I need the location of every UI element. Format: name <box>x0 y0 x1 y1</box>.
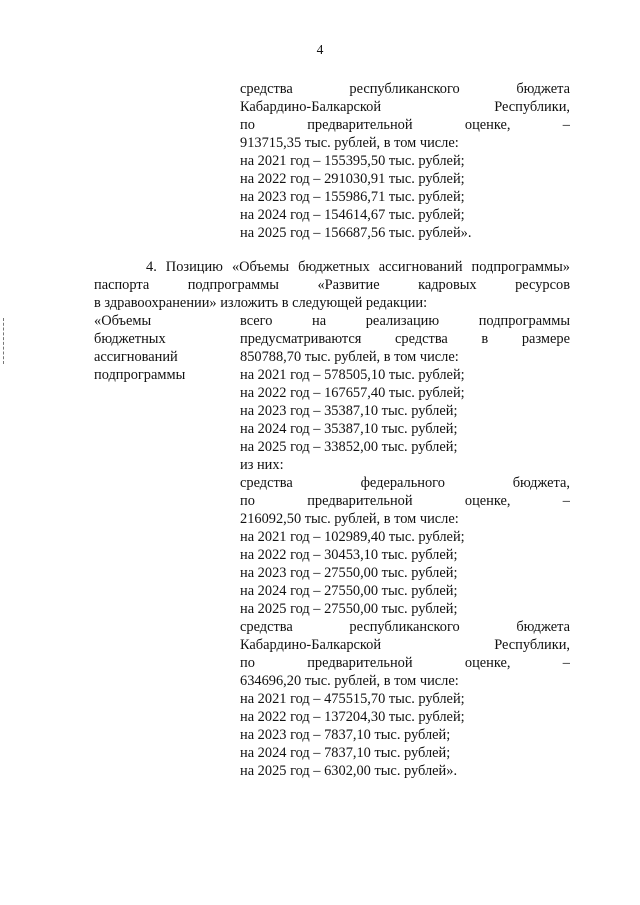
block1-line: на 2024 год – 154614,67 тыс. рублей; <box>240 207 465 223</box>
table-right-line: на 2025 год – 33852,00 тыс. рублей; <box>240 439 458 455</box>
table-right-line: по предварительной оценке, – <box>240 493 570 509</box>
block1-line: средства республиканского бюджета <box>240 81 570 97</box>
table-left-label: «Объемы <box>94 313 152 329</box>
table-right-line: средства республиканского бюджета <box>240 619 570 635</box>
table-right-line: на 2022 год – 167657,40 тыс. рублей; <box>240 385 465 401</box>
table-right-line: на 2025 год – 6302,00 тыс. рублей». <box>240 763 458 779</box>
margin-mark <box>3 318 8 364</box>
table-right-line: на 2021 год – 578505,10 тыс. рублей; <box>240 367 465 383</box>
table-left-label: бюджетных <box>94 331 166 347</box>
table-right-line: по предварительной оценке, – <box>240 655 570 671</box>
block1-line: на 2023 год – 155986,71 тыс. рублей; <box>240 189 465 205</box>
block1-line: на 2021 год – 155395,50 тыс. рублей; <box>240 153 465 169</box>
table-right-line: на 2023 год – 27550,00 тыс. рублей; <box>240 565 458 581</box>
table-right-line: на 2024 год – 27550,00 тыс. рублей; <box>240 583 458 599</box>
block1-line: на 2022 год – 291030,91 тыс. рублей; <box>240 171 465 187</box>
table-right-line: 634696,20 тыс. рублей, в том числе: <box>240 673 459 689</box>
table-right-line: на 2021 год – 102989,40 тыс. рублей; <box>240 529 465 545</box>
table-right-line: на 2022 год – 137204,30 тыс. рублей; <box>240 709 465 725</box>
table-right-line: Кабардино-Балкарской Республики, <box>240 637 570 653</box>
table-right-line: предусматриваются средства в размере <box>240 331 570 347</box>
block1-line: на 2025 год – 156687,56 тыс. рублей». <box>240 225 472 241</box>
table-right-line: 850788,70 тыс. рублей, в том числе: <box>240 349 459 365</box>
table-right-line: средства федерального бюджета, <box>240 475 570 491</box>
block1-line: Кабардино-Балкарской Республики, <box>240 99 570 115</box>
table-right-line: на 2023 год – 7837,10 тыс. рублей; <box>240 727 451 743</box>
paragraph4-line3: в здравоохранении» изложить в следующей редакции: <box>94 295 428 311</box>
paragraph4-line2: паспорта подпрограммы «Развитие кадровых ресурсов <box>94 277 570 293</box>
table-right-line: на 2021 год – 475515,70 тыс. рублей; <box>240 691 465 707</box>
table-left-label: подпрограммы <box>94 367 186 383</box>
table-right-line: на 2023 год – 35387,10 тыс. рублей; <box>240 403 458 419</box>
table-right-line: из них: <box>240 457 284 473</box>
table-right-line: на 2022 год – 30453,10 тыс. рублей; <box>240 547 458 563</box>
table-right-line: на 2025 год – 27550,00 тыс. рублей; <box>240 601 458 617</box>
table-right-line: 216092,50 тыс. рублей, в том числе: <box>240 511 459 527</box>
page-number: 4 <box>316 42 324 57</box>
block1-line: 913715,35 тыс. рублей, в том числе: <box>240 135 459 151</box>
table-right-line: всего на реализацию подпрограммы <box>240 313 570 329</box>
paragraph4-line1: 4. Позицию «Объемы бюджетных ассигнований подпрограммы» <box>146 259 570 275</box>
table-right-line: на 2024 год – 35387,10 тыс. рублей; <box>240 421 458 437</box>
block1-line: по предварительной оценке, – <box>240 117 570 133</box>
table-right-line: на 2024 год – 7837,10 тыс. рублей; <box>240 745 451 761</box>
table-left-label: ассигнований <box>94 349 178 365</box>
